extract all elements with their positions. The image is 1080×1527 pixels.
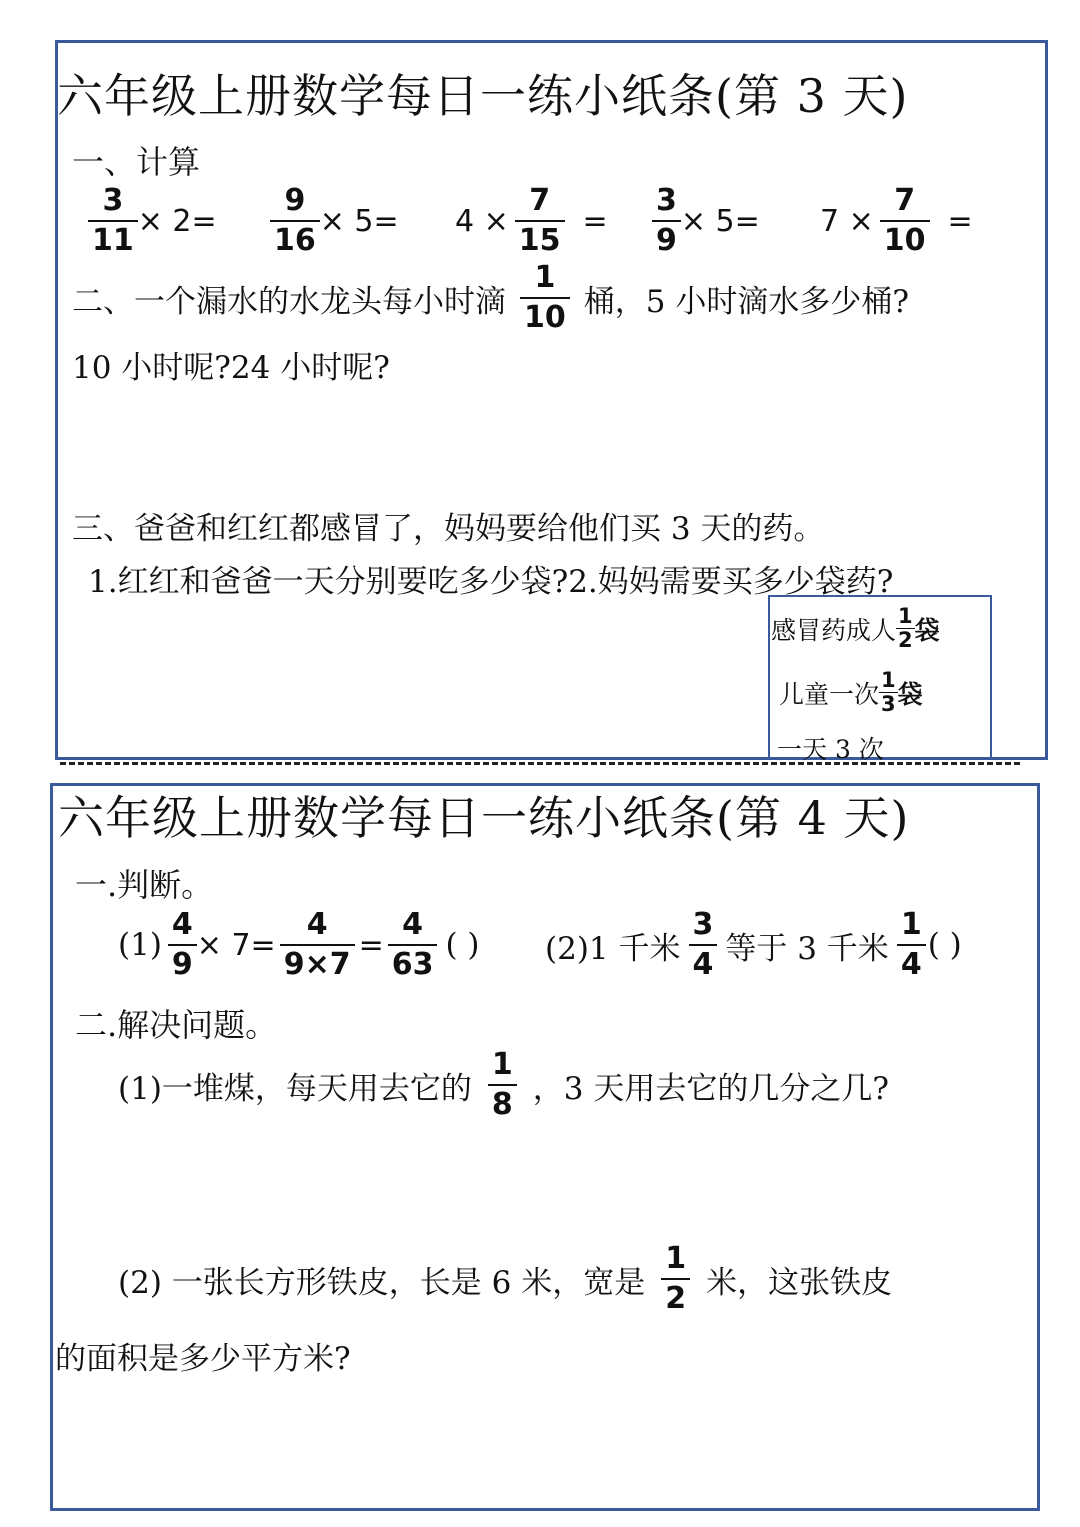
fraction: $\frac{3}{11}$ (88, 186, 138, 256)
day4-judge-q1: (1) $\frac{4}{9}$ × 7= $\frac{4}{9\times 7}$ = $\frac{4}{63}$ ( ) (118, 907, 480, 982)
day4-s2-heading: 二.解决问题。 (75, 1006, 278, 1044)
medicine-daily-times: 一天 3 次 (777, 735, 884, 764)
day3-title: 六年级上册数学每日一练小纸条(第 3 天) (57, 69, 909, 123)
fraction: $\frac{1}{3}$ (881, 668, 896, 716)
day3-s2-line1: 二、一个漏水的水龙头每小时滴 $\frac{1}{10}$ 桶，5 小时滴水多少桶? (72, 260, 909, 335)
fraction: $\frac{4}{63}$ (388, 910, 438, 980)
fraction: $\frac{4}{9}$ (168, 910, 197, 980)
medicine-child-dose: 儿童一次 $\frac{1}{3}$ 袋 (779, 668, 923, 716)
day3-s1-heading: 一、计算 (72, 143, 201, 181)
fraction: $\frac{1}{2}$ (661, 1244, 690, 1314)
fraction: $\frac{4}{9\times 7}$ (280, 910, 355, 980)
day3-s3-line1: 三、爸爸和红红都感冒了，妈妈要给他们买 3 天的药。 (72, 511, 825, 547)
day4-s1-heading: 一.判断。 (75, 866, 214, 904)
day3-calc-4: $\frac{3}{9}$ × 5= (652, 186, 760, 256)
answer-blank[interactable]: ( ) (927, 927, 962, 963)
fraction: $\frac{3}{9}$ (652, 186, 681, 256)
day4-problem-1: (1)一堆煤，每天用去它的 $\frac{1}{8}$ ，3 天用去它的几分之几? (118, 1047, 889, 1122)
day4-judge-q2: (2)1 千米 $\frac{3}{4}$ 等于 3 千米 $\frac{1}{4}$ ( ) (545, 907, 962, 982)
day3-calc-3: 4 × $\frac{7}{15}$ = (455, 183, 608, 258)
fraction: $\frac{1}{4}$ (897, 910, 926, 980)
fraction: $\frac{1}{2}$ (898, 604, 913, 652)
fraction: $\frac{1}{8}$ (488, 1050, 517, 1120)
day4-problem-2: (2) 一张长方形铁皮，长是 6 米，宽是 $\frac{1}{2}$ 米，这张铁皮 (118, 1241, 893, 1316)
medicine-adult-dose: 感冒药成人 $\frac{1}{2}$ 袋 (771, 604, 940, 652)
day4-title: 六年级上册数学每日一练小纸条(第 4 天) (58, 791, 910, 845)
day4-problem-2-line2: 的面积是多少平方米? (55, 1341, 351, 1377)
answer-blank[interactable]: ( ) (445, 927, 480, 963)
fraction: $\frac{7}{15}$ (515, 186, 565, 256)
fraction: $\frac{9}{16}$ (270, 186, 320, 256)
day3-calc-1: $\frac{3}{11}$ × 2= (88, 186, 217, 256)
day3-calc-2: $\frac{9}{16}$ × 5= (270, 186, 399, 256)
day3-s2-line2: 10 小时呢?24 小时呢? (72, 350, 390, 386)
fraction: $\frac{3}{4}$ (689, 910, 718, 980)
day3-calc-5: 7 × $\frac{7}{10}$ = (820, 183, 973, 258)
day3-s3-line2: 1.红红和爸爸一天分别要吃多少袋?2.妈妈需要买多少袋药? (88, 564, 894, 600)
cut-line-divider (60, 762, 1020, 765)
fraction: $\frac{1}{10}$ (520, 263, 570, 333)
fraction: $\frac{7}{10}$ (880, 186, 930, 256)
